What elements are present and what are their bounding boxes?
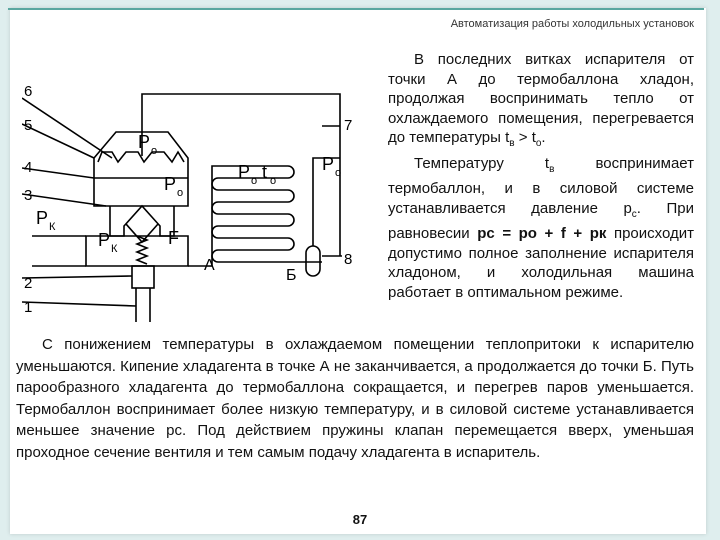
callout-8: 8 bbox=[344, 251, 353, 268]
right-paragraph-1 bbox=[388, 50, 694, 154]
para2-b: воспринимает термобаллон, и в силовой системе устанавливается давление p bbox=[388, 154, 694, 217]
label-p-k-left: P bbox=[36, 208, 49, 228]
label-evap-p-sub: o bbox=[251, 175, 258, 187]
equation: pс = pо + f + pк bbox=[477, 225, 607, 242]
label-evap-p: P bbox=[238, 162, 251, 182]
callout-3: 3 bbox=[24, 187, 33, 204]
callout-1: 1 bbox=[24, 299, 33, 316]
para1-sub2: о bbox=[535, 138, 542, 149]
callout-4: 4 bbox=[24, 159, 33, 176]
para2-sub: в bbox=[549, 163, 555, 175]
label-bulb-p: P bbox=[322, 154, 335, 174]
para2-sub2: с bbox=[631, 208, 637, 220]
para2-d: происходит допустимо полное заполнение испарителя хладоном, и холодильная машина работает в оптимальном режиме. bbox=[388, 225, 694, 301]
thermostatic-valve-diagram bbox=[22, 66, 362, 326]
page-number: 87 bbox=[352, 512, 368, 527]
label-p-k-inner: P bbox=[98, 230, 111, 250]
callout-7: 7 bbox=[344, 117, 353, 134]
callout-2: 2 bbox=[24, 275, 33, 292]
label-p-o-valve-sub: o bbox=[151, 145, 158, 157]
label-p-o-chamber-sub: o bbox=[177, 187, 184, 199]
header-title: Автоматизация работы холодильных установок bbox=[450, 18, 694, 30]
label-p-o-chamber: P bbox=[164, 174, 177, 194]
label-spring-force: F bbox=[168, 228, 179, 248]
label-p-k-left-sub: К bbox=[49, 221, 56, 233]
para1-sub1: в bbox=[509, 138, 515, 149]
label-bulb-p-sub: o bbox=[335, 167, 342, 179]
para2-c: . При равновесии bbox=[388, 199, 694, 242]
label-point-b: Б bbox=[286, 267, 297, 284]
header-rule bbox=[8, 8, 704, 10]
right-paragraph-2 bbox=[388, 154, 694, 303]
para1-mid: > t bbox=[514, 129, 536, 146]
label-point-a: А bbox=[204, 257, 215, 274]
para1-end: . bbox=[541, 129, 546, 146]
para2-a: Температуру t bbox=[414, 154, 550, 172]
label-evap-t: t bbox=[262, 162, 268, 182]
label-p-o-valve: P bbox=[138, 132, 151, 152]
para1-text: В последних витках испарителя от точки А до термобаллона хладон, продолжая воспринимать тепло от охлаждаемого помещения, перегревается до температуры t bbox=[388, 51, 694, 146]
callout-5: 5 bbox=[24, 117, 33, 134]
label-p-k-inner-sub: К bbox=[111, 243, 118, 255]
bottom-paragraph: С понижением температуры в охлаждаемом помещении теплопритоки к испарителю уменьшаются. Кипение хладагента в точке А не заканчивается, а продолжается до точки Б. Путь парообразного хладагента до термобаллона сокращается, и перегрев паров уменьшается. Термобаллон воспринимает более низкую температуру, и в силовой системе устанавливается меньшее значение pс. Под действием пружины клапан перемещается вверх, уменьшая проходное сечение вентиля и тем самым подачу хладагента в испаритель. bbox=[16, 336, 694, 461]
label-evap-t-sub: o bbox=[270, 175, 277, 187]
right-text-block bbox=[388, 50, 694, 302]
callout-6: 6 bbox=[24, 83, 33, 100]
